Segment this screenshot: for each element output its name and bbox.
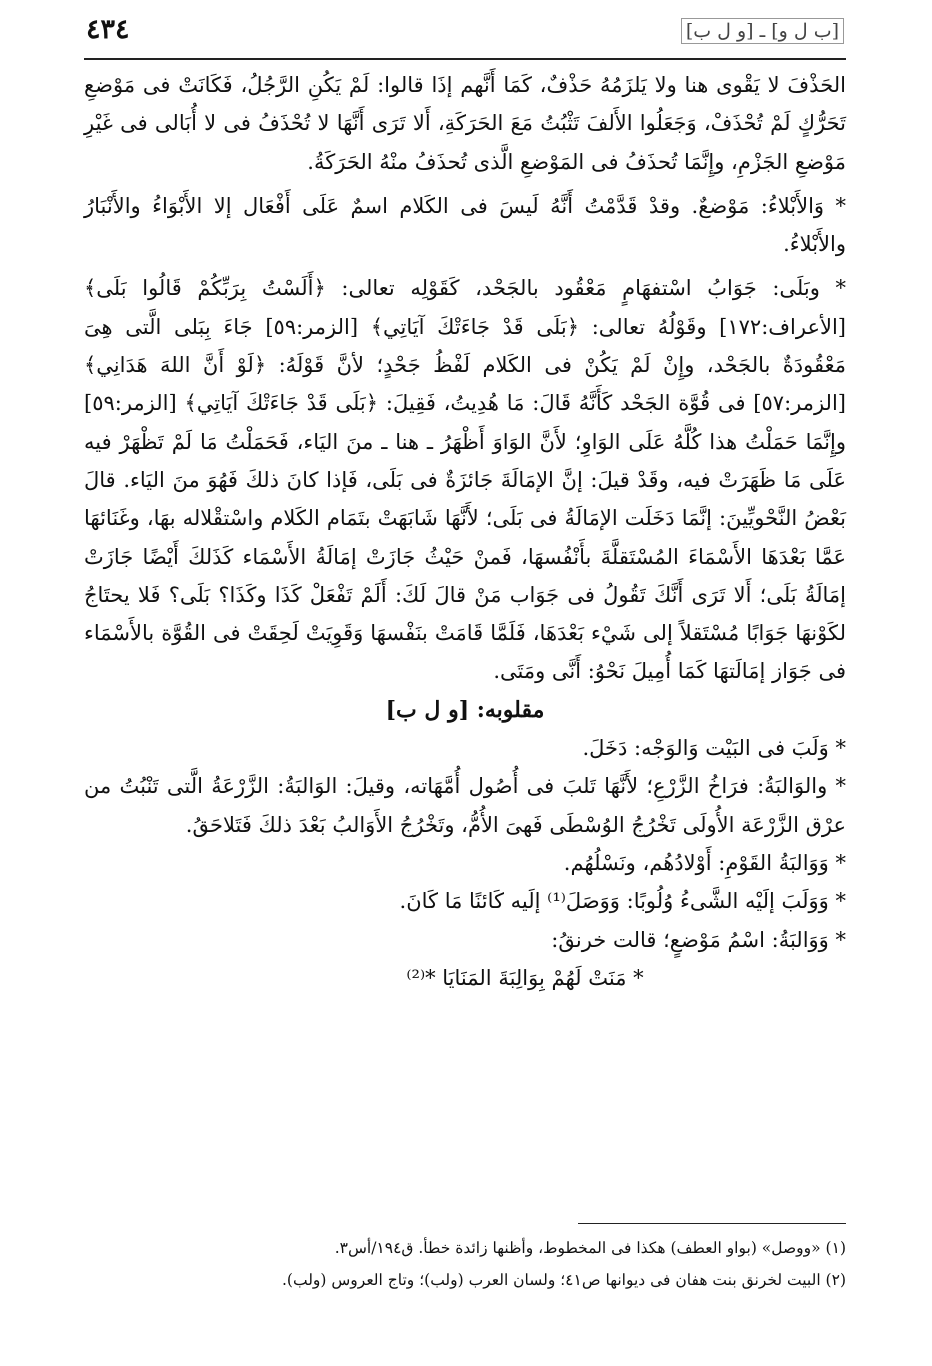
poetry-verse: * مَنَتْ لَهُمْ بِوَالِبَةَ المَنَايَا *⁽²⁾ [406,965,644,990]
footnote-2: (٢) البيت لخرنق بنت هفان فى ديوانها ص٤١؛ ولسان العرب (ولب)؛ وتاج العروس (ولب). [282,1271,846,1289]
footnotes [84,1232,846,1296]
entry-wuluban: * وَوَلَبَ إلَيْه الشَّىءُ وُلُوبًا: وَوَصَلَ⁽¹⁾ إلَيه كَائنًا مَا كَانَ. [399,889,846,914]
footnote-1: (١) «ووصل» (بواو العطف) هكذا فى المخطوط، وأظنها زائدة خطأ. ق١٩٤/أس٣. [334,1239,846,1257]
entry-walibat-alqawm: * وَوَالبَةُ القَوْمِ: أَوْلادُهُم، ونَسْلُهُم. [563,850,846,875]
header-divider [84,58,846,60]
paragraph-hadhf: الحَذْفَ لا يَقْوى هنا ولا يَلزَمُهُ حَذْفٌ، كَمَا أَنَّهم إذَا قالوا: لَمْ يَكُنِ الرَّجُلُ، فَكَانَتْ فى مَوْضعِ تَحَرُّكٍ لَمْ تُحْذَفْ، وَجَعَلُوا الأَلفَ تَثْبُتُ مَعَ الحَرَكَةِ، أَلا تَرَى أَنَّهَا لا تُحْذَفُ فى لا أُبَالى فى غَيْرِ مَوْضعِ الجَزْمِ، وإِنَّمَا تُحذَفُ فى المَوْضعِ الَّذى تُحذَفُ منْهُ الحَرَكَةُ. [84,73,846,174]
footnote-divider [578,1223,846,1224]
entry-walaba: * وَلَبَ فى البَيْت وَالوَجْه: دَخَلَ. [582,736,846,761]
root-tag: [ب ل و] ـ [و ل ب] [681,18,844,44]
main-text [84,66,846,997]
running-head [86,14,844,48]
page-number: ٤٣٤ [86,14,130,45]
section-heading: مقلوبه: [و ل ب] [385,696,545,723]
entry-walibah: * والوَالبَةُ: فرَاخُ الزَّرْعِ؛ لأَنَّهَا تَلبَ فى أُصُول أُمَّهَاته، وقيلَ: الوَالبَةُ: الزَّرْعَةُ الَّتى تَنْبُتُ من عرْق الزَّرْعَة الأُولَى تَخْرُجُ الوُسْطَى فَهىَ الأُمُّ، وتَخْرُجُ الأَوَالبُ بَعْدَ ذلكَ فَتَلاحَقُ. [84,774,846,837]
entry-walibah-place: * وَوَالبَةُ: اسْمُ مَوْضعٍ؛ قالت خرنقُ: [551,927,846,952]
paragraph-bala: * وبَلَى: جَوَابُ اسْتفهَامٍ مَعْقُود بالجَحْد، كَقَوْلِه تعالى: ﴿أَلَسْتُ بِرَبِّكُمْ قَالُوا بَلَى﴾ [الأعراف:١٧٢] وقَوْلُهُ تعالى: ﴿بَلَى قَدْ جَاءَتْكَ آيَاتِي﴾ [الزمر:٥٩] جَاءَ بِبَلى الَّتى هِىَ مَعْقُودَةٌ بالجَحْد، وإِنْ لَمْ يَكُنْ فى الكَلام لَفْظُ جَحْدٍ؛ لأنَّ قَوْلَهُ: ﴿لَوْ أَنَّ اللهَ هَدَانِي﴾ [الزمر:٥٧] فى قُوَّة الجَحْد كَأَنَّهُ قَالَ: مَا هُدِيتُ، فَقِيلَ: ﴿بَلَى قَدْ جَاءَتْكَ آيَاتِي﴾ [الزمر:٥٩] وإِنَّمَا حَمَلْتُ هذا كُلَّهُ عَلَى الوَاوِ؛ لأَنَّ الوَاوَ أَظْهَرُ ـ هنا ـ منَ اليَاء، فَحَمَلْتُ مَا لَمْ تَظْهَرْ فيه عَلَى مَا ظَهَرَتْ فيه، وقَدْ قيلَ: إنَّ الإمَالَةَ جَائزَةٌ فى بَلَى، فَإذا كانَ ذلكَ فَهُوَ منَ اليَاء. قالَ بَعْضُ النَّحْويِّينَ: إنَّمَا دَخَلَت الإمَالَةُ فى بَلَى؛ لأَنَّهَا شَابَهَتْ بتَمَام الكَلام واسْتقْلاله بهَا، وغَنَائهَا عَمَّا بَعْدَهَا الأَسْمَاءَ المُسْتَقلَّةَ بأَنْفُسهَا، فَمنْ حَيْثُ جَازَتْ إمَالَةُ الأَسْمَاء كَذَلكَ أَيْضًا جَازَتْ إمَالَةُ بَلَى؛ أَلا تَرَى أَنَّكَ تَقُولُ فى جَوَاب مَنْ قالَ لَكَ: أَلَمْ تَفْعَلْ كَذَا وكَذَا؟ بَلَى؟ فَلا يحتَاجُ لكَوْنهَا جَوَابًا مُسْتَقلاً إلى شَيْء بَعْدَهَا، فَلَمَّا قَامَتْ بنَفْسهَا وَقَوِيَتْ لَحِقَتْ فى القُوَّة بالأَسْمَاء فى جَوَاز إمَالَتهَا كَمَا أُمِيلَ نَحْوُ: أَنَّى ومَتَى. [84,276,847,684]
paragraph-abla: * وَالأَبْلاءُ: مَوْضعٌ. وقدْ قَدَّمْتُ أَنَّهُ لَيسَ فى الكَلام اسمٌ عَلَى أَفْعَال إلا الأَبْوَاءُ والأَنْبَارُ والأَبْلاءُ. [84,193,846,257]
